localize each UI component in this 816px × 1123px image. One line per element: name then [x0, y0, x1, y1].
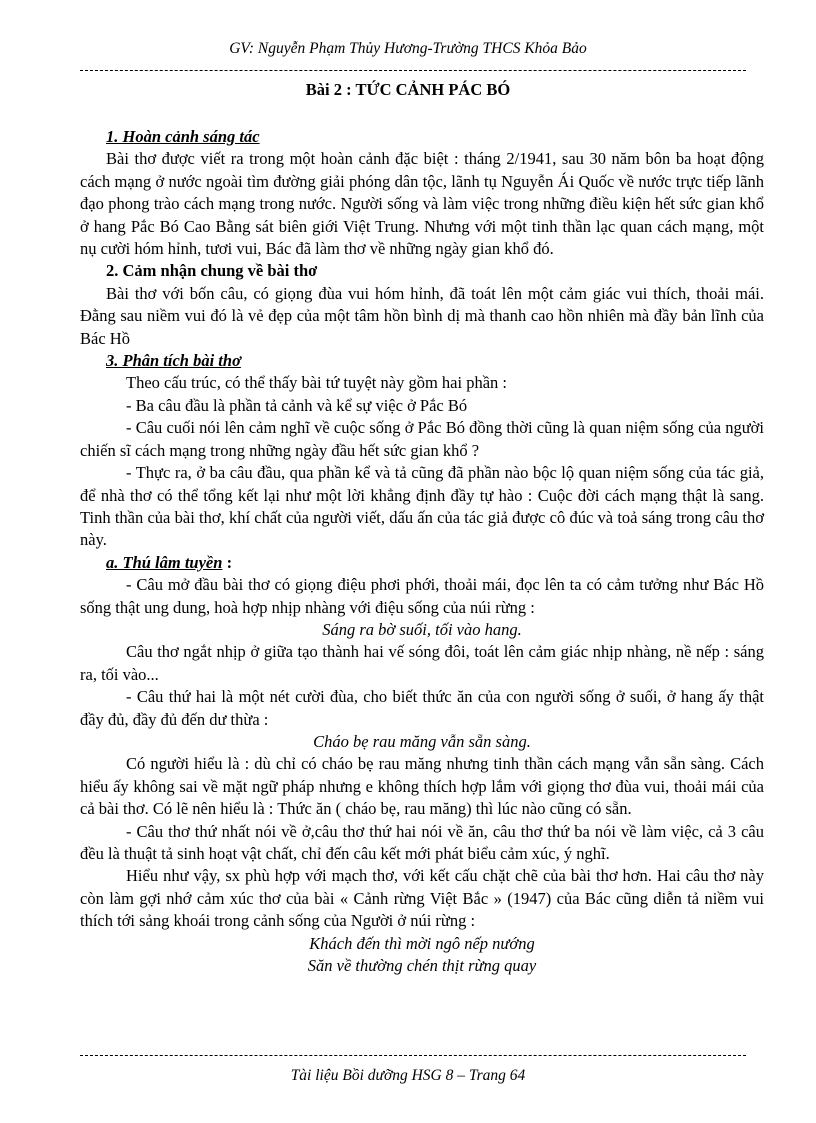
- page-header: GV: Nguyễn Phạm Thủy Hương-Trường THCS Khỏa Bảo: [229, 40, 587, 57]
- header-divider: [80, 70, 746, 71]
- subsection-a-paragraph: Hiểu như vậy, sx phù hợp với mạch thơ, với kết cấu chặt chẽ của bài thơ hơn. Hai câu thơ này còn làm gợi nhớ cảm xúc thơ của bài « Cảnh rừng Việt Bắc » (1947) của Bác cũng diễn tả niềm vui thích tới sảng khoái trong cảnh sống của Người ở núi rừng :: [80, 866, 764, 931]
- subsection-a-paragraph: - Câu thơ thứ nhất nói về ở,câu thơ thứ hai nói về ăn, câu thơ thứ ba nói về làm việc, cả 3 câu đều là thuật tả sinh hoạt vật chất, chỉ đến câu kết mới phát biểu cảm xúc, ý nghĩ.: [80, 821, 764, 863]
- section-3-paragraph: - Thực ra, ở ba câu đầu, qua phần kể và tả cũng đã phần nào bộc lộ quan niệm sống của tác giả, để nhà thơ có thể tổng kết lại như một lời khẳng định đầy tự hào : Cuộc đời cách mạng thật là sang. Tinh thần của bài thơ, khí chất của người viết, dấu ấn của tác giả được cô đúc và toả sáng trong câu thơ này.: [80, 463, 764, 550]
- subsection-a-heading: a. Thú lâm tuyền :: [106, 552, 233, 572]
- section-1-heading: 1. Hoàn cảnh sáng tác: [106, 127, 260, 146]
- poem-verse: Sáng ra bờ suối, tối vào hang.: [322, 619, 522, 639]
- section-2-heading: 2. Cảm nhận chung về bài thơ: [106, 261, 318, 281]
- poem-verse: Cháo bẹ rau măng vẫn sẵn sàng.: [313, 731, 531, 751]
- poem-verse: Khách đến thì mời ngô nếp nướng: [309, 933, 535, 953]
- lesson-title: Bài 2 : TỨC CẢNH PÁC BÓ: [305, 80, 511, 99]
- footer-divider: [80, 1055, 746, 1056]
- document-body: [80, 126, 764, 977]
- section-3-paragraph: - Câu cuối nói lên cảm nghĩ về cuộc sống ở Pắc Bó đồng thời cũng là quan niệm sống của người chiến sĩ cách mạng trong những ngày đầu hết sức gian khổ ?: [80, 418, 764, 460]
- section-2-paragraph: Bài thơ với bốn câu, có giọng đùa vui hóm hỉnh, đã toát lên một cảm giác vui thích, thoải mái. Đằng sau niềm vui đó là vẻ đẹp của một tâm hồn bình dị mà thanh cao hồn nhiên mà đầy bản lĩnh của Bác Hồ: [80, 283, 764, 348]
- subsection-a-paragraph: - Câu mở đầu bài thơ có giọng điệu phơi phới, thoải mái, đọc lên ta có cảm tưởng như Bác Hồ sống thật ung dung, hoà hợp nhịp nhàng với điệu sống của núi rừng :: [80, 575, 764, 617]
- section-3-heading: 3. Phân tích bài thơ: [106, 351, 241, 371]
- poem-verse: Săn về thường chén thịt rừng quay: [307, 956, 537, 976]
- section-3-paragraph: Theo cấu trúc, có thể thấy bài tứ tuyệt này gồm hai phần :: [126, 373, 507, 393]
- section-3-paragraph: - Ba câu đầu là phần tả cảnh và kể sự việc ở Pắc Bó: [126, 395, 468, 415]
- page-footer: Tài liệu Bồi dưỡng HSG 8 – Trang 64: [290, 1067, 526, 1084]
- section-1-paragraph: Bài thơ được viết ra trong một hoàn cảnh đặc biệt : tháng 2/1941, sau 30 năm bôn ba hoạt động cách mạng ở nước ngoài tìm đường giải phóng dân tộc, lãnh tụ Nguyễn Ái Quốc về nước trực tiếp lãnh đạo phong trào cách mạng trong nước. Người sống và làm việc trong những điều kiện hết sức gian khổ ở hang Pắc Bó Cao Bằng sát biên giới Việt Trung. Nhưng với một tinh thần lạc quan cách mạng, một nụ cười hóm hỉnh, tươi vui, Bác đã làm thơ về những ngày gian khổ đó.: [80, 149, 764, 259]
- subsection-a-paragraph: - Câu thứ hai là một nét cười đùa, cho biết thức ăn của con người sống ở suối, ở hang ấy thật đầy đủ, đầy đủ đến dư thừa :: [80, 687, 764, 729]
- subsection-a-paragraph: Có người hiểu là : dù chỉ có cháo bẹ rau măng nhưng tinh thần cách mạng vẫn sẵn sàng. Cách hiểu ấy không sai về mặt ngữ pháp nhưng e không thích hợp lắm với giọng thơ đùa vui, thoải mái của cả bài thơ. Có lẽ nên hiểu là : Thức ăn ( cháo bẹ, rau măng) thì lúc nào cũng có sẵn.: [80, 754, 764, 819]
- subsection-a-paragraph: Câu thơ ngắt nhịp ở giữa tạo thành hai vế sóng đôi, toát lên cảm giác nhịp nhàng, nề nếp : sáng ra, tối vào...: [80, 642, 764, 684]
